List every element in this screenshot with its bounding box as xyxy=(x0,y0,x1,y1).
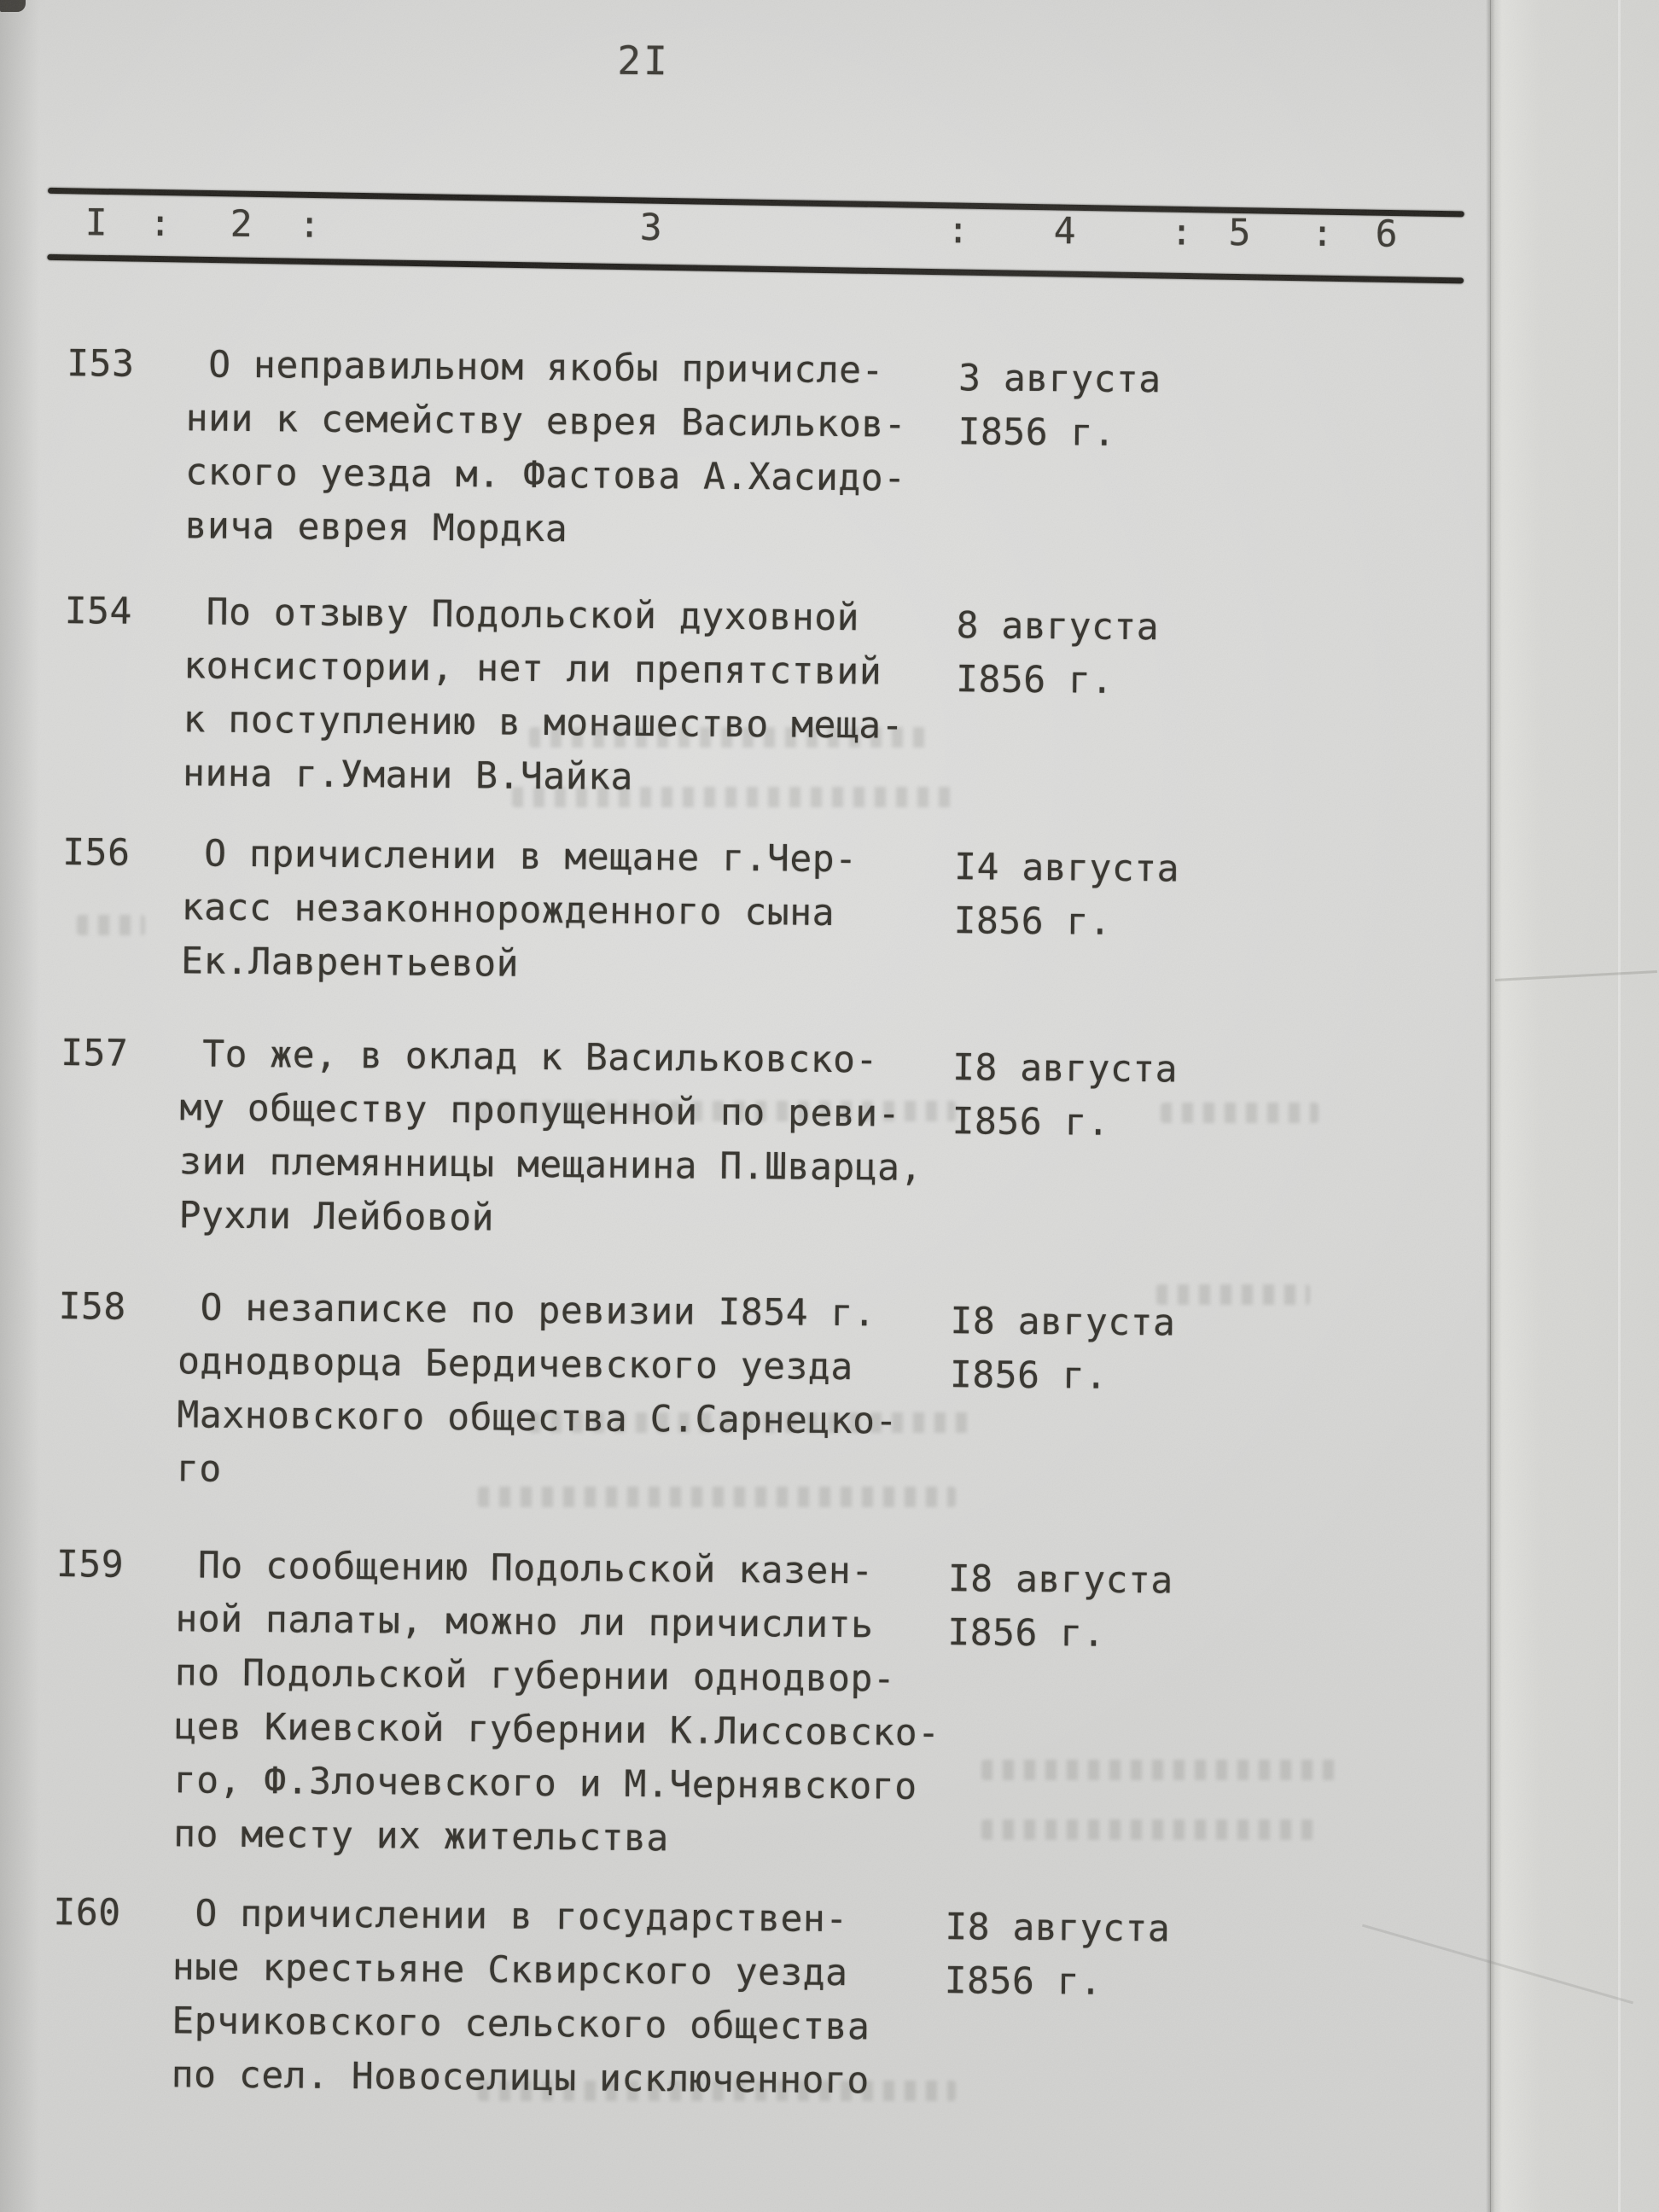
case-number: I54 xyxy=(64,590,133,633)
case-title-line: вича еврея Мордка xyxy=(184,504,568,551)
case-title-line: О причислении в мещане г.Чер- xyxy=(204,832,858,882)
case-date-line: I8 августа xyxy=(950,1300,1176,1345)
case-title-line: О причислении в государствен- xyxy=(195,1892,848,1941)
case-title-line: по сел. Новоселицы исключенного xyxy=(171,2053,870,2103)
case-title xyxy=(184,338,988,560)
case-number: I60 xyxy=(53,1891,121,1935)
column-number: I xyxy=(84,201,108,245)
column-separator: : xyxy=(1311,212,1334,256)
column-number: 4 xyxy=(1053,210,1076,253)
case-title-line: цев Киевской губернии К.Лиссовско- xyxy=(174,1705,940,1755)
case-title-line: по Подольской губернии однодвор- xyxy=(174,1651,896,1701)
case-title-line: го, Ф.Злочевского и М.Чернявского xyxy=(173,1759,917,1808)
register-row xyxy=(59,1027,1460,1254)
case-title-line: ского уезда м. Фастова А.Хасидо- xyxy=(184,451,906,500)
column-number: 6 xyxy=(1375,212,1398,256)
column-number: 3 xyxy=(639,206,662,250)
register-row xyxy=(57,1280,1458,1507)
case-title xyxy=(172,1887,975,2109)
case-date xyxy=(956,599,1160,708)
case-date-line: I856 г. xyxy=(949,1353,1108,1398)
case-number: I56 xyxy=(62,831,131,875)
case-title-line: му обществу пропущенной по реви- xyxy=(179,1086,901,1136)
column-separator: : xyxy=(946,209,969,253)
register-row xyxy=(52,1886,1453,2113)
table-rule-top xyxy=(48,188,1464,218)
case-title-line: По сообщению Подольской казен- xyxy=(197,1544,874,1593)
column-separator: : xyxy=(148,201,172,246)
case-title-line: Ек.Лаврентьевой xyxy=(180,940,520,986)
case-title xyxy=(181,827,985,995)
case-title-line: Рухли Лейбовой xyxy=(178,1194,495,1240)
case-title xyxy=(178,1027,982,1249)
case-title-line: Ерчиковского сельского общества xyxy=(172,2000,870,2049)
case-number: I59 xyxy=(55,1543,125,1586)
case-title-line: го xyxy=(176,1447,222,1491)
table-rule-bottom xyxy=(47,254,1464,284)
register-row xyxy=(54,1538,1456,1872)
case-title-line: ной палаты, можно ли причислить xyxy=(175,1598,874,1647)
case-title-line: нии к семейству еврея Васильков- xyxy=(185,397,907,446)
column-separator: : xyxy=(298,203,321,247)
column-number: 5 xyxy=(1228,211,1251,255)
case-date-line: I856 г. xyxy=(953,899,1112,944)
case-date-line: I8 августа xyxy=(945,1906,1171,1951)
case-date xyxy=(953,841,1179,950)
case-number: I57 xyxy=(61,1032,129,1075)
column-number: 2 xyxy=(230,202,253,246)
case-title-line: к поступлению в монашество меща- xyxy=(183,698,905,748)
case-title-line: То же, в оклад к Васильковско- xyxy=(202,1033,879,1082)
case-date-line: I8 августа xyxy=(947,1557,1174,1603)
case-title xyxy=(177,1281,981,1503)
page-number: 2I xyxy=(617,37,671,84)
case-date-line: 8 августа xyxy=(956,604,1160,649)
case-date xyxy=(945,1901,1171,2010)
case-title xyxy=(183,585,987,807)
case-date-line: I856 г. xyxy=(947,1611,1106,1656)
case-number: I53 xyxy=(67,342,135,386)
case-date-line: I856 г. xyxy=(958,410,1116,455)
case-title-line: Махновского общества С.Сарнецко- xyxy=(177,1394,899,1443)
case-title-line: О неправильном якобы причисле- xyxy=(208,343,885,393)
case-date-line: 3 августа xyxy=(958,357,1161,402)
case-number: I58 xyxy=(58,1285,127,1329)
case-date xyxy=(950,1295,1176,1404)
case-date-line: I856 г. xyxy=(944,1959,1103,2004)
case-title-line: зии племянницы мещанина П.Шварца, xyxy=(178,1140,923,1190)
case-title-line: По отзыву Подольской духовной xyxy=(206,591,860,640)
register-row xyxy=(65,337,1466,564)
case-title-line: однодворца Бердичевского уезда xyxy=(177,1340,853,1389)
case-title-line: по месту их жительства xyxy=(173,1813,669,1860)
register-row xyxy=(63,585,1464,812)
case-date-line: I856 г. xyxy=(952,1100,1110,1144)
case-date-line: I856 г. xyxy=(955,658,1115,702)
case-date xyxy=(947,1552,1173,1662)
case-date-line: I8 августа xyxy=(952,1046,1179,1091)
case-title-line: касс незаконнорожденного сына xyxy=(181,886,835,934)
column-separator: : xyxy=(1170,211,1193,254)
case-title-line: О незаписке по ревизии I854 г. xyxy=(200,1286,876,1336)
case-date xyxy=(952,1041,1178,1150)
case-date xyxy=(958,352,1161,461)
case-title xyxy=(173,1539,978,1868)
case-title-line: ные крестьяне Сквирского уезда xyxy=(172,1946,848,1995)
case-date-line: I4 августа xyxy=(953,846,1180,891)
register-row xyxy=(61,826,1463,999)
case-title-line: нина г.Умани В.Чайка xyxy=(182,752,634,799)
case-title-line: консистории, нет ли препятствий xyxy=(183,644,882,694)
